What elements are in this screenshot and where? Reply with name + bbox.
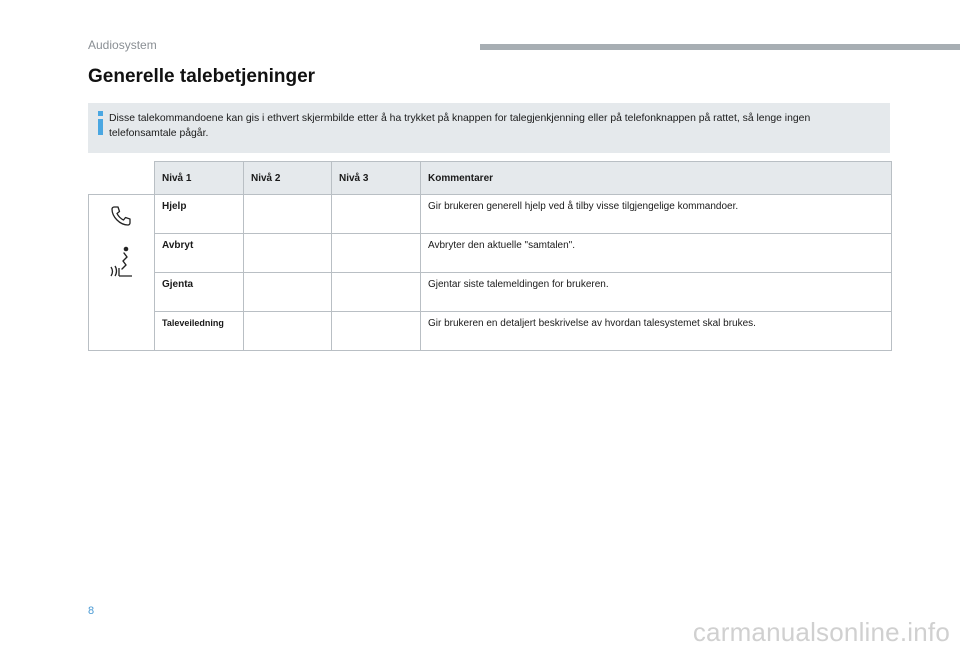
level2-cell xyxy=(244,273,332,312)
level2-cell xyxy=(244,312,332,351)
table-header-cell: Nivå 2 xyxy=(244,162,332,195)
comment-cell: Avbryter den aktuelle "samtalen". xyxy=(421,234,892,273)
level2-cell xyxy=(244,195,332,234)
level1-cell: Gjenta xyxy=(155,273,244,312)
table-header-row xyxy=(89,162,892,195)
info-text: Disse talekommandoene kan gis i ethvert skjermbilde etter å ha trykket på knappen for talegjenkjenning eller på telefonknappen på rattet, så lenge ingen telefonsamtale pågår. xyxy=(109,113,811,139)
icon-cell xyxy=(89,195,155,351)
phone-icon xyxy=(110,205,132,227)
header-bar xyxy=(480,44,960,50)
level3-cell xyxy=(332,234,421,273)
level1-cell: Taleveiledning xyxy=(155,312,244,351)
comment-cell: Gir brukeren generell hjelp ved å tilby visse tilgjengelige kommandoer. xyxy=(421,195,892,234)
table-header-blank xyxy=(89,162,155,195)
info-icon xyxy=(98,111,104,133)
page-title: Generelle talebetjeninger xyxy=(88,66,316,87)
level3-cell xyxy=(332,273,421,312)
table-row xyxy=(89,195,892,234)
level3-cell xyxy=(332,195,421,234)
table-row xyxy=(89,273,892,312)
page-number: 8 xyxy=(88,605,95,617)
voice-command-icon xyxy=(108,245,134,277)
level1-cell: Avbryt xyxy=(155,234,244,273)
watermark: carmanualsonline.info xyxy=(692,617,950,647)
comment-cell: Gjentar siste talemeldingen for brukeren. xyxy=(421,273,892,312)
level1-cell: Hjelp xyxy=(155,195,244,234)
table-header-cell: Kommentarer xyxy=(421,162,892,195)
table-row xyxy=(89,234,892,273)
table-header-cell: Nivå 3 xyxy=(332,162,421,195)
level2-cell xyxy=(244,234,332,273)
section-label: Audiosystem xyxy=(88,38,157,52)
level3-cell xyxy=(332,312,421,351)
comment-cell: Gir brukeren en detaljert beskrivelse av hvordan talesystemet skal brukes. xyxy=(421,312,892,351)
table-row xyxy=(89,312,892,351)
voice-command-table xyxy=(88,161,892,351)
info-box xyxy=(88,103,890,153)
table-header-cell: Nivå 1 xyxy=(155,162,244,195)
